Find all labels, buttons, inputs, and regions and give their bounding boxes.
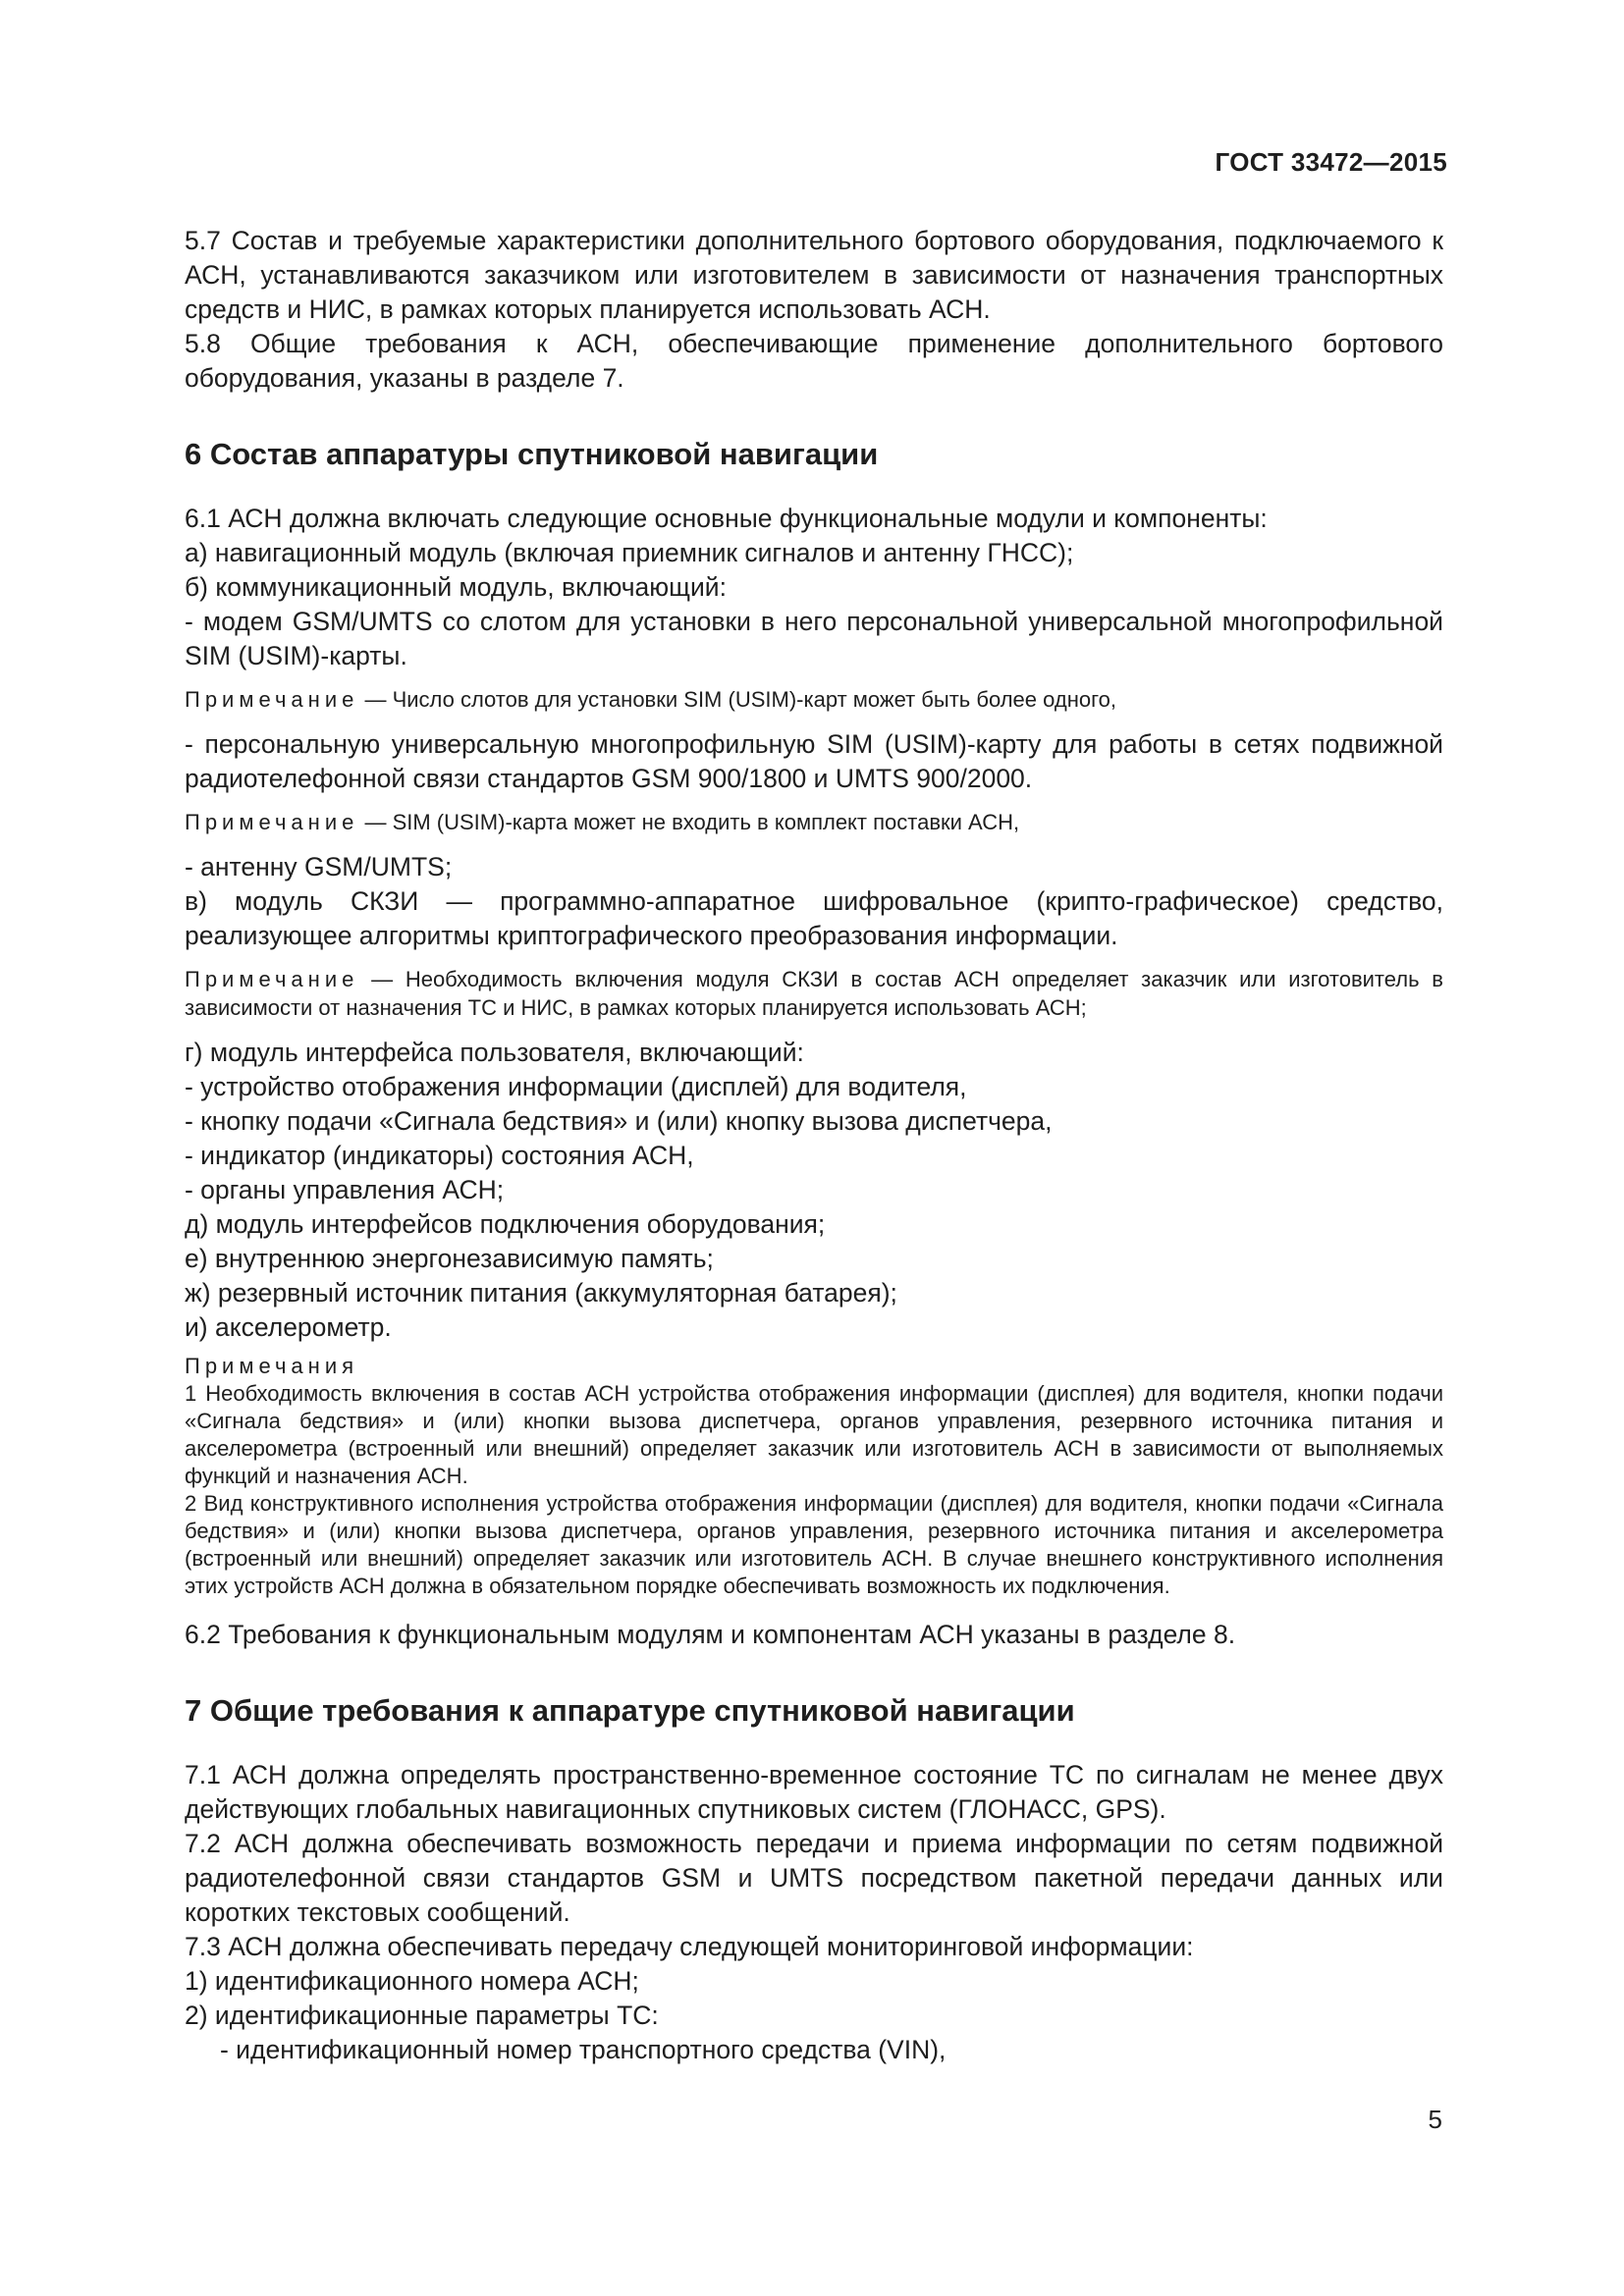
list-item-v: в) модуль СКЗИ — программно-аппаратное шифровальное (крипто-графическое) средство, реализующее алгоритмы криптографического преобразования информации. xyxy=(185,886,1443,950)
notes-block xyxy=(185,1353,1443,1600)
section-7-heading: 7 Общие требования к аппаратуре спутниковой навигации xyxy=(185,1693,1075,1728)
note-text: — Необходимость включения модуля СКЗИ в состав АСН определяет заказчик или изготовитель в зависимости от назначения ТС и НИС, в рамках которых планируется использовать АСН; xyxy=(185,967,1443,1020)
note-skzi xyxy=(185,965,1443,1022)
list-item-2: 2) идентификационные параметры ТС: xyxy=(185,2001,659,2030)
note-text: — SIM (USIM)-карта может не входить в комплект поставки АСН, xyxy=(358,810,1020,834)
note-item-1: 1 Необходимость включения в состав АСН устройства отображения информации (дисплея) для водителя, кнопки подачи «Сигнала бедствия» и (или) кнопки вызова диспетчера, органов управления, резервного источника питания и акселерометра (встроенный или внешний) определяет заказчик или изготовитель АСН в зависимости от выполняемых функций и назначения АСН. xyxy=(185,1381,1443,1488)
list-item-display: - устройство отображения информации (дисплей) для водителя, xyxy=(185,1072,967,1101)
paragraph-7-1: 7.1 АСН должна определять пространственно-временное состояние ТС по сигналам не менее двух действующих глобальных навигационных спутниковых систем (ГЛОНАСС, GPS). xyxy=(185,1760,1443,1824)
paragraph-5-8: 5.8 Общие требования к АСН, обеспечивающие применение дополнительного бортового оборудования, указаны в разделе 7. xyxy=(185,329,1443,393)
list-item-a: а) навигационный модуль (включая приемник сигналов и антенну ГНСС); xyxy=(185,538,1074,567)
notes-label: Примечания xyxy=(185,1354,359,1378)
list-item-g: г) модуль интерфейса пользователя, включающий: xyxy=(185,1038,804,1067)
document-code-header: ГОСТ 33472—2015 xyxy=(1215,147,1447,177)
note-sim-slots xyxy=(185,685,1443,714)
paragraph-5-7: 5.7 Состав и требуемые характеристики дополнительного бортового оборудования, подключаемого к АСН, устанавливаются заказчиком или изготовителем в зависимости от назначения транспортных средств и НИС, в рамках которых планируется использовать АСН. xyxy=(185,226,1443,324)
note-label: Примечание xyxy=(185,810,359,834)
note-item-2: 2 Вид конструктивного исполнения устройства отображения информации (дисплея) для водителя, кнопки подачи «Сигнала бедствия» и (или) кнопки вызова диспетчера, органов управления, резервного источника питания и акселерометра (встроенный или внешний) определяет заказчик или изготовитель АСН. В случае внешнего конструктивного исполнения этих устройств АСН должна в обязательном порядке обеспечивать возможность их подключения. xyxy=(185,1491,1443,1598)
list-item-modem: - модем GSM/UMTS со слотом для установки в него персональной универсальной многопрофильной SIM (USIM)-карты. xyxy=(185,607,1443,670)
list-item-indicator: - индикатор (индикаторы) состояния АСН, xyxy=(185,1141,694,1170)
paragraph-6-1: 6.1 АСН должна включать следующие основные функциональные модули и компоненты: xyxy=(185,504,1268,533)
list-item-distress-button: - кнопку подачи «Сигнала бедствия» и (или) кнопку вызова диспетчера, xyxy=(185,1106,1053,1136)
list-item-antenna: - антенну GSM/UMTS; xyxy=(185,852,453,881)
note-label: Примечание xyxy=(185,967,359,991)
paragraph-6-2: 6.2 Требования к функциональным модулям и компонентам АСН указаны в разделе 8. xyxy=(185,1620,1236,1649)
note-label: Примечание xyxy=(185,687,359,712)
note-text: — Число слотов для установки SIM (USIM)-карт может быть более одного, xyxy=(358,687,1116,712)
list-item-1: 1) идентификационного номера АСН; xyxy=(185,1966,639,1996)
list-item-controls: - органы управления АСН; xyxy=(185,1175,505,1204)
paragraph-7-2: 7.2 АСН должна обеспечивать возможность передачи и приема информации по сетям подвижной радиотелефонной связи стандартов GSM и UMTS посредством пакетной передачи данных или коротких текстовых сообщений. xyxy=(185,1829,1443,1927)
list-item-i: и) акселерометр. xyxy=(185,1312,392,1342)
page-number: 5 xyxy=(1428,2105,1442,2134)
list-item-zh: ж) резервный источник питания (аккумуляторная батарея); xyxy=(185,1278,897,1308)
list-item-vin: - идентификационный номер транспортного средства (VIN), xyxy=(220,2035,947,2064)
list-item-b: б) коммуникационный модуль, включающий: xyxy=(185,572,727,602)
list-item-d: д) модуль интерфейсов подключения оборудования; xyxy=(185,1209,826,1239)
section-6-heading: 6 Состав аппаратуры спутниковой навигации xyxy=(185,437,879,471)
list-item-e: е) внутреннюю энергонезависимую память; xyxy=(185,1244,714,1273)
list-item-usim-card: - персональную универсальную многопрофильную SIM (USIM)-карту для работы в сетях подвижной радиотелефонной связи стандартов GSM 900/1800 и UMTS 900/2000. xyxy=(185,729,1443,793)
note-sim-delivery xyxy=(185,808,1443,836)
paragraph-7-3: 7.3 АСН должна обеспечивать передачу следующей мониторинговой информации: xyxy=(185,1932,1194,1961)
document-body xyxy=(185,224,1443,2067)
